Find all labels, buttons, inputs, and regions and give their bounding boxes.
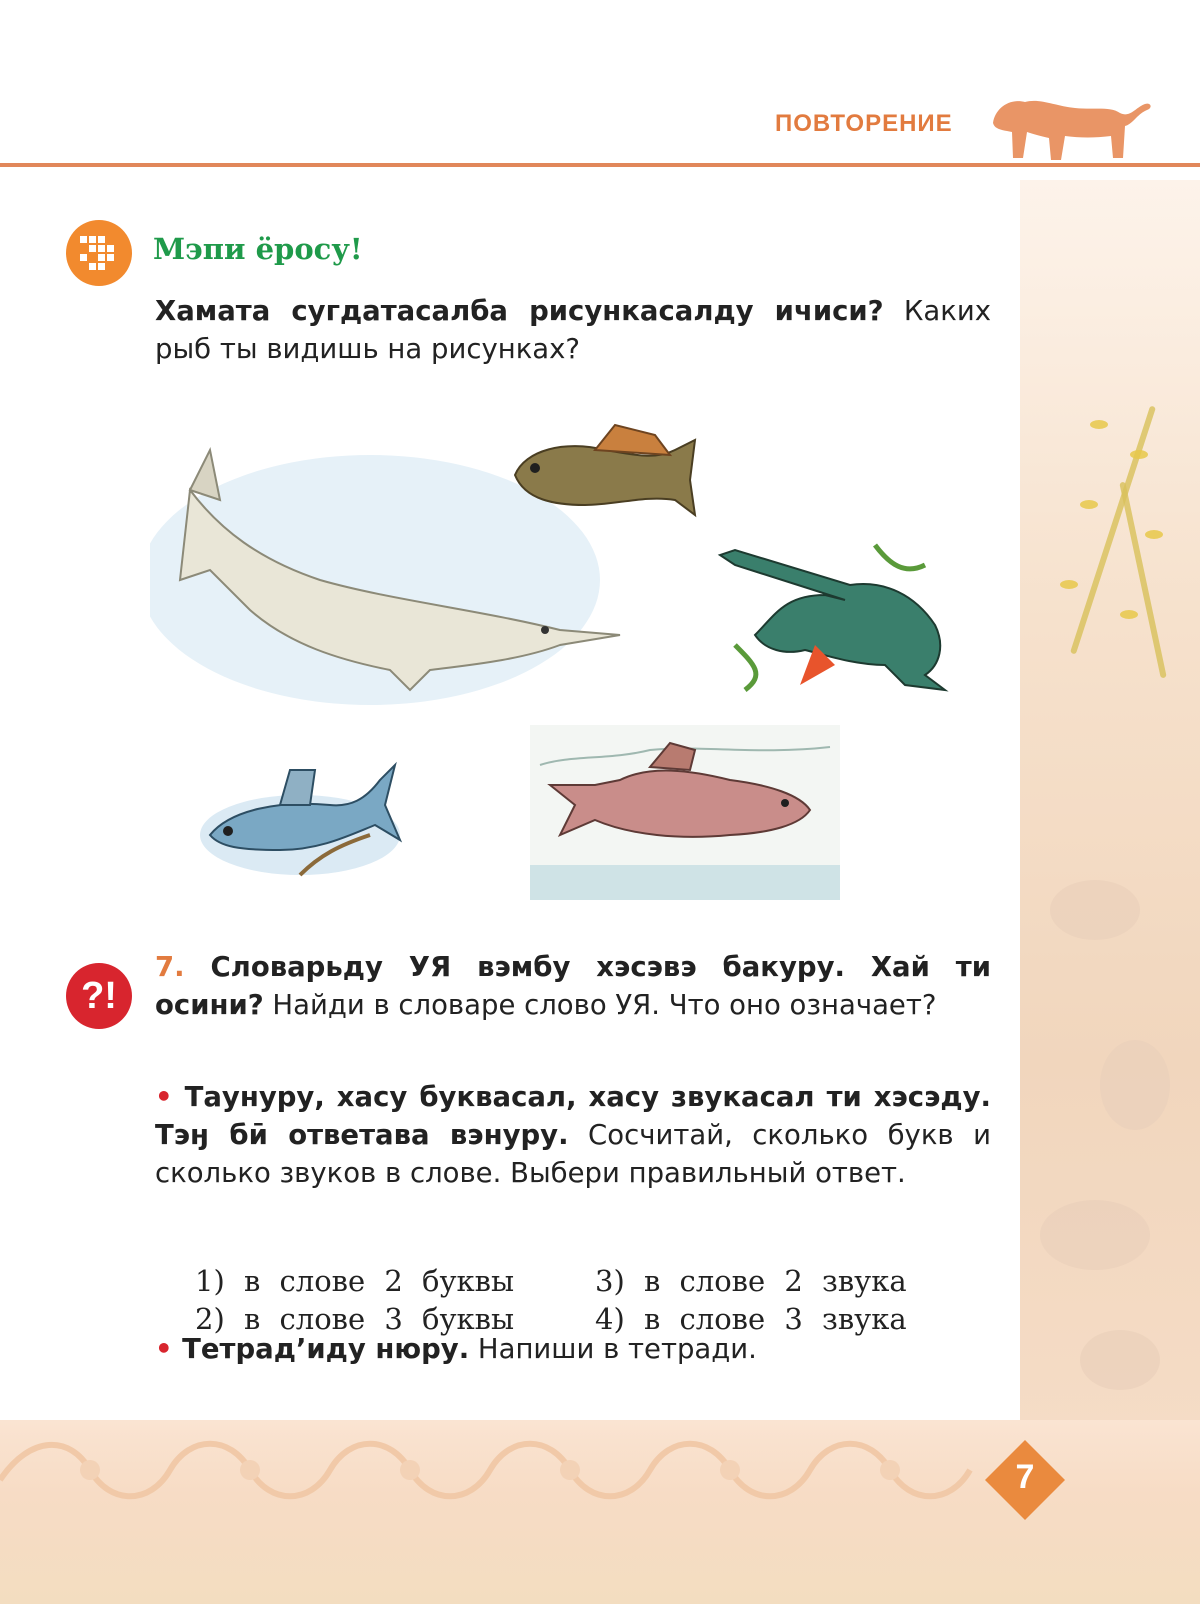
chapter-title: ПОВТОРЕНИЕ bbox=[775, 110, 953, 137]
answer-option: 1) в слове 2 буквы bbox=[195, 1264, 515, 1298]
instruction-russian: Сосчитай, сколько букв и сколько звуков в слове. Выбери правильный ответ. bbox=[155, 1119, 992, 1189]
intro-question-russian: Каких рыб ты видишь на рисунках? bbox=[155, 295, 992, 365]
bullet-icon: • bbox=[155, 1333, 173, 1365]
instruction-count-letters bbox=[155, 1078, 991, 1192]
instruction-native: Таунуру, хасу буквасал, хасу звукасал ти хэсэду. Тэӈ бӣ ответава вэнуру. bbox=[155, 1081, 991, 1151]
panther-icon bbox=[985, 88, 1155, 168]
task-7 bbox=[155, 948, 991, 1024]
herring-illustration bbox=[200, 755, 410, 885]
question-marker-icon: ?! bbox=[66, 963, 132, 1029]
decorative-side-strip bbox=[1020, 180, 1200, 1440]
page-number: 7 bbox=[1015, 1458, 1035, 1496]
salmon-illustration bbox=[530, 725, 840, 900]
instruction-write-russian: Напиши в тетради. bbox=[469, 1333, 757, 1365]
pike-illustration bbox=[715, 525, 965, 695]
intro-question bbox=[155, 292, 991, 368]
task-7-native: Словарьду УЯ вэмбу хэсэвэ бакуру. Хай ти осини? bbox=[155, 951, 991, 1021]
instruction-write bbox=[155, 1330, 991, 1368]
header-divider bbox=[0, 163, 1200, 167]
task-7-russian: Найди в словаре слово УЯ. Что оно означает? bbox=[263, 989, 937, 1021]
answer-option: 3) в слове 2 звука bbox=[595, 1264, 907, 1298]
intro-question-native: Хамата сугдатасалба рисункасалду ичиси? bbox=[155, 295, 884, 327]
section-heading: Мэпи ёросу! bbox=[153, 232, 363, 266]
bullet-icon: • bbox=[155, 1081, 173, 1113]
answer-option: 4) в слове 3 звука bbox=[595, 1302, 907, 1336]
task-number: 7. bbox=[155, 951, 185, 983]
instruction-write-native: Тетрад’иду нюру. bbox=[172, 1333, 470, 1365]
answer-option: 2) в слове 3 буквы bbox=[195, 1302, 515, 1336]
sculpin-illustration bbox=[505, 420, 705, 530]
puzzle-grid-icon bbox=[66, 220, 132, 286]
